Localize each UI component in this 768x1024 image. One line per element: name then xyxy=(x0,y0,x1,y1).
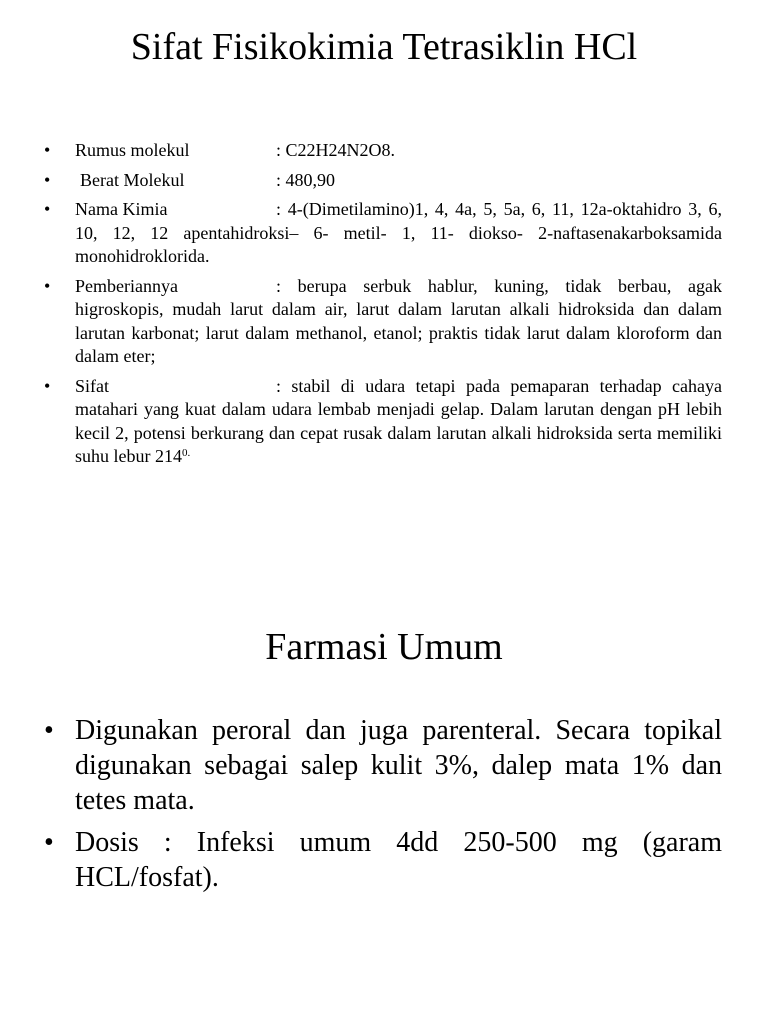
property-value: 480,90 xyxy=(285,169,336,190)
list-item xyxy=(44,139,722,163)
list-item xyxy=(44,713,722,818)
property-separator: : xyxy=(276,199,282,219)
property-label: Berat Molekul xyxy=(80,169,185,190)
property-label: Pemberiannya xyxy=(75,275,178,296)
property-value: C22H24N2O8. xyxy=(281,140,396,160)
property-label: Nama Kimia xyxy=(75,199,168,219)
bullet-icon: • xyxy=(44,715,54,746)
superscript: 0. xyxy=(182,447,191,459)
list-item xyxy=(44,198,722,269)
list-item-text: Dosis : Infeksi umum 4dd 250-500 mg (garam HCL/fosfat). xyxy=(75,827,722,893)
list-item xyxy=(44,375,722,469)
list-item xyxy=(44,825,722,895)
list-item xyxy=(44,169,722,193)
slide-title: Sifat Fisikokimia Tetrasiklin HCl xyxy=(130,26,638,68)
bullet-icon: • xyxy=(44,275,51,296)
bullet-icon: • xyxy=(44,375,51,396)
property-value: berupa serbuk hablur, kuning, tidak berbau, agak higroskopis, mudah larut dalam air, larut dalam larutan alkali hidroksida dan dalam larutan karbonat; larut dalam methanol, etanol; praktis tidak larut dalam kloroform dan dalam eter; xyxy=(75,275,723,366)
property-separator: : xyxy=(276,140,282,160)
property-label: Rumus molekul xyxy=(75,140,190,160)
property-list xyxy=(44,139,722,475)
bullet-list xyxy=(44,713,722,902)
slide-farmasi-umum xyxy=(0,600,768,1000)
property-separator: : xyxy=(276,375,282,396)
property-label: Sifat xyxy=(75,375,109,396)
bullet-icon: • xyxy=(44,199,51,219)
property-value: stabil di udara tetapi pada pemaparan terhadap cahaya matahari yang kuat dalam udara lembab menjadi gelap. Dalam larutan dengan pH lebih kecil 2, potensi berkurang dan cepat rusak dalam larutan alkali hidroksida serta memiliki suhu lebur 214 xyxy=(75,375,722,466)
bullet-icon: • xyxy=(44,140,51,160)
property-value: 4-(Dimetilamino)1, 4, 4a, 5, 5a, 6, 11, 12a-oktahidro 3, 6, 10, 12, 12 apentahidroksi– 6- metil- 1, 11- diokso- 2-naftasenakarboksamida monohidroklorida. xyxy=(75,199,722,266)
slide-title: Farmasi Umum xyxy=(265,626,503,668)
property-separator: : xyxy=(276,169,282,190)
property-separator: : xyxy=(276,275,282,296)
bullet-icon: • xyxy=(44,169,51,190)
list-item-text: Digunakan peroral dan juga parenteral. Secara topikal digunakan sebagai salep kulit 3%, dalep mata 1% dan tetes mata. xyxy=(75,715,722,816)
bullet-icon: • xyxy=(44,827,54,858)
list-item xyxy=(44,275,722,369)
